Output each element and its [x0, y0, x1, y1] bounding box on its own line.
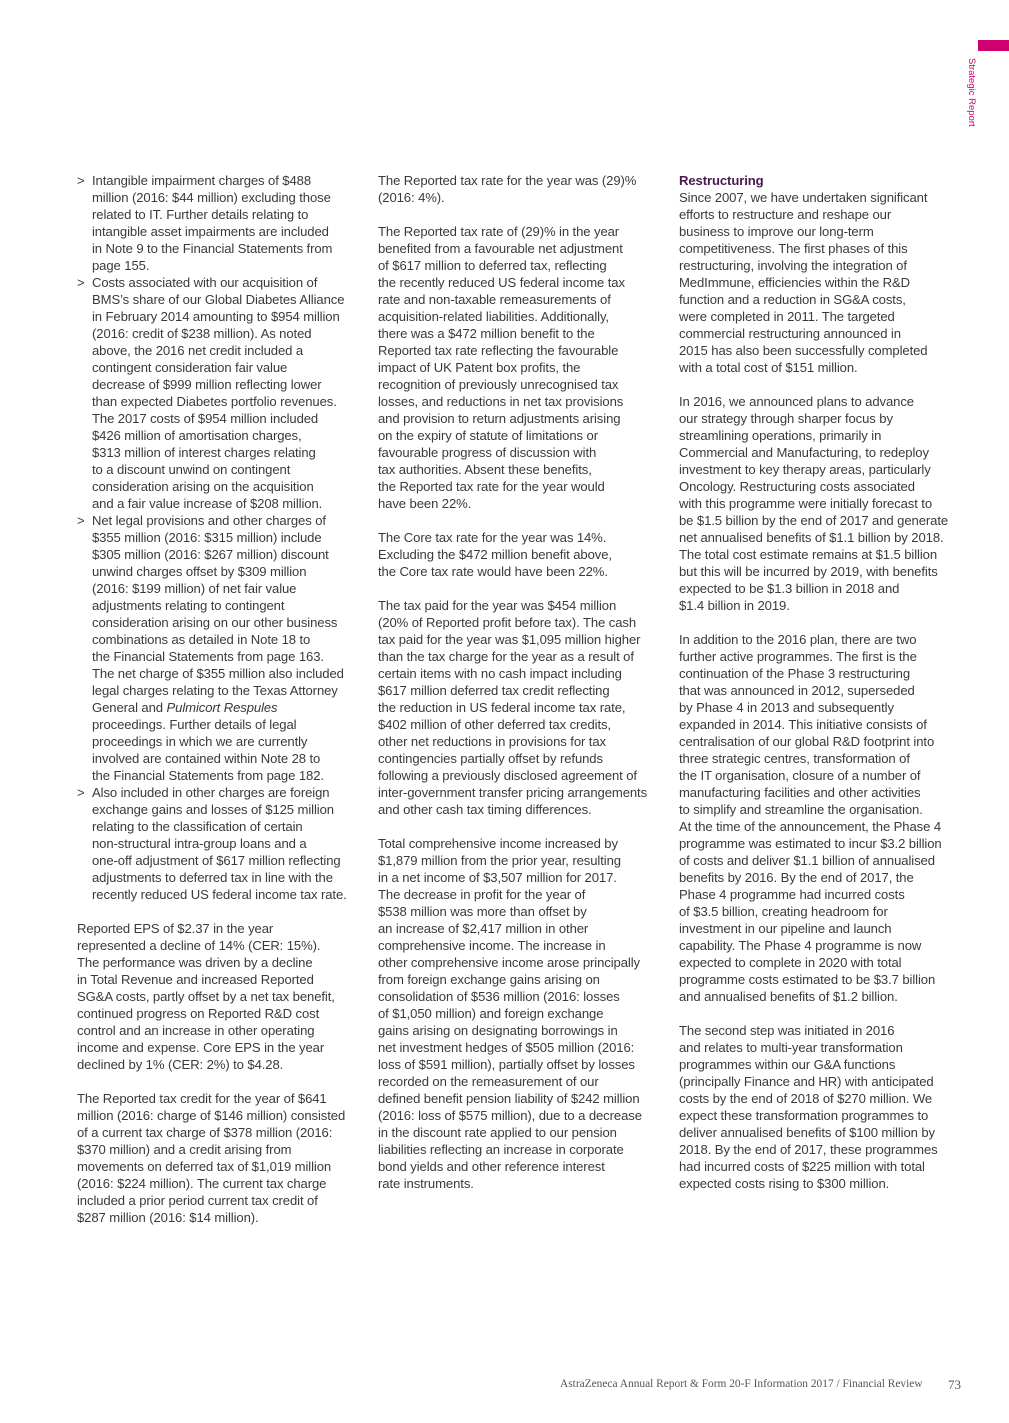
- text-line: movements on deferred tax of $1,019 million: [77, 1159, 332, 1174]
- text-line: business to improve our long-term: [679, 224, 874, 239]
- text-line: and a fair value increase of $208 million.: [92, 496, 323, 511]
- text-line: favourable progress of discussion with: [378, 445, 597, 460]
- text-line: recently reduced US federal income tax rate.: [92, 887, 347, 902]
- text-line: $313 million of interest charges relating: [92, 445, 316, 460]
- text-line: In addition to the 2016 plan, there are two: [679, 632, 917, 647]
- text-line: control and an increase in other operating: [77, 1023, 315, 1038]
- bullet-marker: >: [77, 173, 85, 188]
- paragraph: [679, 631, 965, 1005]
- text-line: capability. The Phase 4 programme is now: [679, 938, 922, 953]
- text-line: in the discount rate applied to our pension: [378, 1125, 617, 1140]
- text-line: benefits by 2016. By the end of 2017, the: [679, 870, 914, 885]
- text-line: (2016: $224 million). The current tax charge: [77, 1176, 327, 1191]
- text-line: of costs and deliver $1.1 billion of annualised: [679, 853, 935, 868]
- text-line: rate instruments.: [378, 1176, 474, 1191]
- text-line: consolidation of $536 million (2016: losses: [378, 989, 620, 1004]
- text-line: The Reported tax rate of (29)% in the year: [378, 224, 620, 239]
- text-line: in Note 9 to the Financial Statements from: [92, 241, 333, 256]
- text-line: an increase of $2,417 million in other: [378, 921, 589, 936]
- text-line: competitiveness. The first phases of this: [679, 241, 908, 256]
- text-line: $1.4 billion in 2019.: [679, 598, 790, 613]
- text-line: Net legal provisions and other charges of: [92, 513, 326, 528]
- restructuring-heading: Restructuring: [679, 173, 764, 188]
- text-line: efforts to restructure and reshape our: [679, 207, 892, 222]
- text-line: and relates to multi-year transformation: [679, 1040, 903, 1055]
- text-line: Total comprehensive income increased by: [378, 836, 618, 851]
- text-line: adjustments to deferred tax in line with the: [92, 870, 333, 885]
- text-line: restructuring, involving the integration of: [679, 258, 907, 273]
- text-line: programme costs estimated to be $3.7 billion: [679, 972, 936, 987]
- text-line: but this will be incurred by 2019, with benefits: [679, 564, 938, 579]
- text-line: million (2016: $44 million) excluding those: [92, 190, 331, 205]
- text-line: $402 million of other deferred tax credits,: [378, 717, 611, 732]
- text-line: comprehensive income. The increase in: [378, 938, 606, 953]
- text-line: relating to the classification of certain: [92, 819, 303, 834]
- column-2: [378, 172, 664, 1209]
- text-line: above, the 2016 net credit included a: [92, 343, 304, 358]
- text-line: Intangible impairment charges of $488: [92, 173, 312, 188]
- text-line: $370 million) and a credit arising from: [77, 1142, 292, 1157]
- text-line: BMS’s share of our Global Diabetes Alliance: [92, 292, 345, 307]
- column-3: [679, 172, 965, 1209]
- text-line: impact of UK Patent box profits, the: [378, 360, 581, 375]
- text-line: Costs associated with our acquisition of: [92, 275, 318, 290]
- text-line: included a prior period current tax credit of: [77, 1193, 318, 1208]
- bullet-marker: >: [77, 275, 85, 290]
- text-line: the Core tax rate would have been 22%.: [378, 564, 608, 579]
- text-line: be $1.5 billion by the end of 2017 and generate: [679, 513, 949, 528]
- text-line: The decrease in profit for the year of: [378, 887, 586, 902]
- text-line: benefited from a favourable net adjustment: [378, 241, 623, 256]
- section-side-label: [966, 58, 989, 138]
- text-line: adjustments relating to contingent: [92, 598, 285, 613]
- text-line: there was a $472 million benefit to the: [378, 326, 595, 341]
- section-tab-marker: [978, 40, 1009, 51]
- text-line: tax paid for the year was $1,095 million higher: [378, 632, 641, 647]
- text-line: by Phase 4 in 2013 and subsequently: [679, 700, 894, 715]
- text-line: further active programmes. The first is the: [679, 649, 917, 664]
- text-line: losses, and reductions in net tax provisions: [378, 394, 624, 409]
- page-number: 73: [948, 1377, 961, 1392]
- column-3-paragraphs: [679, 189, 965, 1192]
- text-line: income and expense. Core EPS in the year: [77, 1040, 325, 1055]
- text-line: intangible asset impairments are included: [92, 224, 329, 239]
- text-line: the recently reduced US federal income tax: [378, 275, 625, 290]
- text-line: the reduction in US federal income tax rate,: [378, 700, 626, 715]
- text-line: acquisition-related liabilities. Additionally,: [378, 309, 609, 324]
- text-line: $617 million deferred tax credit reflecting: [378, 683, 610, 698]
- text-line: (2016: 4%).: [378, 190, 445, 205]
- text-line: the Financial Statements from page 182.: [92, 768, 324, 783]
- text-line: The Core tax rate for the year was 14%.: [378, 530, 607, 545]
- text-line: other comprehensive income arose principally: [378, 955, 640, 970]
- text-line: expected costs rising to $300 million.: [679, 1176, 890, 1191]
- text-line: The performance was driven by a decline: [77, 955, 313, 970]
- text-line: centralisation of our global R&D footprint into: [679, 734, 935, 749]
- text-line: The net charge of $355 million also included: [92, 666, 344, 681]
- text-line: had incurred costs of $225 million with total: [679, 1159, 925, 1174]
- text-line: of a current tax charge of $378 million (2016:: [77, 1125, 333, 1140]
- text-line: (2016: credit of $238 million). As noted: [92, 326, 312, 341]
- text-line: 2018. By the end of 2017, these programmes: [679, 1142, 938, 1157]
- product-name: Pulmicort Respules: [166, 700, 278, 715]
- paragraph: [378, 597, 664, 818]
- text-line: manufacturing facilities and other activities: [679, 785, 921, 800]
- text-line: The Reported tax credit for the year of $641: [77, 1091, 327, 1106]
- text-line: loss of $591 million), partially offset by losses: [378, 1057, 635, 1072]
- column-1-paragraphs: [77, 920, 363, 1226]
- text-line: and other cash tax timing differences.: [378, 802, 592, 817]
- paragraph: [77, 920, 363, 1073]
- text-line: legal charges relating to the Texas Attorney: [92, 683, 338, 698]
- text-line: in a net income of $3,507 million for 2017.: [378, 870, 617, 885]
- text-line: defined benefit pension liability of $242 million: [378, 1091, 640, 1106]
- text-line: recognition of previously unrecognised tax: [378, 377, 619, 392]
- text-line: investment in our pipeline and launch: [679, 921, 892, 936]
- text-line: of $1,050 million) and foreign exchange: [378, 1006, 604, 1021]
- text-line: (2016: $199 million) of net fair value: [92, 581, 297, 596]
- text-line: decrease of $999 million reflecting lower: [92, 377, 322, 392]
- text-line: proceedings in which we are currently: [92, 734, 308, 749]
- paragraph: [77, 1090, 363, 1226]
- text-line: 2015 has also been successfully completed: [679, 343, 928, 358]
- text-line: contingent consideration fair value: [92, 360, 288, 375]
- text-line: SG&A costs, partly offset by a net tax benefit,: [77, 989, 335, 1004]
- text-line: $426 million of amortisation charges,: [92, 428, 302, 443]
- text-line: $287 million (2016: $14 million).: [77, 1210, 259, 1225]
- text-line: MedImmune, efficiencies within the R&D: [679, 275, 911, 290]
- text-line: Excluding the $472 million benefit above,: [378, 547, 612, 562]
- text-line: net investment hedges of $505 million (2016:: [378, 1040, 635, 1055]
- text-line: combinations as detailed in Note 18 to: [92, 632, 311, 647]
- text-line: other net reductions in provisions for tax: [378, 734, 606, 749]
- text-line: page 155.: [92, 258, 150, 273]
- text-line: (2016: loss of $575 million), due to a decrease: [378, 1108, 642, 1123]
- paragraph: [679, 189, 965, 376]
- text-line: and annualised benefits of $1.2 billion.: [679, 989, 898, 1004]
- text-line: declined by 1% (CER: 2%) to $4.28.: [77, 1057, 284, 1072]
- text-line: In 2016, we announced plans to advance: [679, 394, 914, 409]
- bullet-item: [77, 172, 363, 274]
- text-line: commercial restructuring announced in: [679, 326, 901, 341]
- text-line: gains arising on designating borrowings in: [378, 1023, 618, 1038]
- paragraph: [378, 529, 664, 580]
- text-line: Phase 4 programme had incurred costs: [679, 887, 905, 902]
- text-line: (20% of Reported profit before tax). The cash: [378, 615, 637, 630]
- text-line: to simplify and streamline the organisation.: [679, 802, 923, 817]
- text-line: inter-government transfer pricing arrangements: [378, 785, 648, 800]
- text-line: $1,879 million from the prior year, resulting: [378, 853, 621, 868]
- text-line: bond yields and other reference interest: [378, 1159, 605, 1174]
- text-line: rate and non-taxable remeasurements of: [378, 292, 611, 307]
- text-line: the IT organisation, closure of a number of: [679, 768, 921, 783]
- text-line: programmes within our G&A functions: [679, 1057, 896, 1072]
- text-line: recorded on the remeasurement of our: [378, 1074, 599, 1089]
- text-line: in Total Revenue and increased Reported: [77, 972, 314, 987]
- text-line: function and a reduction in SG&A costs,: [679, 292, 906, 307]
- text-line: The Reported tax rate for the year was (29)%: [378, 173, 637, 188]
- text-line: expected to be $1.3 billion in 2018 and: [679, 581, 900, 596]
- text-line: expect these transformation programmes to: [679, 1108, 929, 1123]
- text-line: tax authorities. Absent these benefits,: [378, 462, 592, 477]
- paragraph: [378, 223, 664, 512]
- column-1: [77, 172, 363, 1243]
- text-line: $355 million (2016: $315 million) include: [92, 530, 322, 545]
- text-line: than expected Diabetes portfolio revenues.: [92, 394, 337, 409]
- text-line: The 2017 costs of $954 million included: [92, 411, 319, 426]
- text-line: in February 2014 amounting to $954 million: [92, 309, 340, 324]
- text-line: costs by the end of 2018 of $270 million. We: [679, 1091, 933, 1106]
- text-fragment: General and: [92, 700, 167, 715]
- text-line: streamlining operations, primarily in: [679, 428, 882, 443]
- text-line: than the tax charge for the year as a result of: [378, 649, 634, 664]
- text-line: of $3.5 billion, creating headroom for: [679, 904, 888, 919]
- text-line: The total cost estimate remains at $1.5 billion: [679, 547, 938, 562]
- text-line: from foreign exchange gains arising on: [378, 972, 600, 987]
- text-line: million (2016: charge of $146 million) consisted: [77, 1108, 346, 1123]
- text-line: continued progress on Reported R&D cost: [77, 1006, 320, 1021]
- charges-bullet-list: [77, 172, 363, 903]
- text-line: contingencies partially offset by refunds: [378, 751, 603, 766]
- text-line: investment to key therapy areas, particularly: [679, 462, 931, 477]
- text-line: to a discount unwind on contingent: [92, 462, 291, 477]
- text-line: with a total cost of $151 million.: [679, 360, 858, 375]
- text-line: liabilities reflecting an increase in corporate: [378, 1142, 624, 1157]
- text-line: three strategic centres, transformation of: [679, 751, 910, 766]
- text-line: The tax paid for the year was $454 million: [378, 598, 617, 613]
- text-line: represented a decline of 14% (CER: 15%).: [77, 938, 321, 953]
- text-line: non-structural intra-group loans and a: [92, 836, 307, 851]
- text-line: (principally Finance and HR) with anticipated: [679, 1074, 934, 1089]
- bullet-marker: >: [77, 785, 85, 800]
- text-line: Oncology. Restructuring costs associated: [679, 479, 915, 494]
- text-line: Since 2007, we have undertaken significant: [679, 190, 928, 205]
- paragraph: [679, 1022, 965, 1192]
- text-line: and provision to return adjustments arising: [378, 411, 621, 426]
- text-line: expanded in 2014. This initiative consists of: [679, 717, 927, 732]
- text-line: consideration arising on the acquisition: [92, 479, 314, 494]
- text-line: our strategy through sharper focus by: [679, 411, 893, 426]
- text-line: that was announced in 2012, superseded: [679, 683, 915, 698]
- bullet-item: [77, 784, 363, 903]
- text-line: expected to complete in 2020 with total: [679, 955, 902, 970]
- text-line: with this programme were initially forecast to: [679, 496, 933, 511]
- text-line: have been 22%.: [378, 496, 472, 511]
- text-line: deliver annualised benefits of $100 million by: [679, 1125, 935, 1140]
- text-line: unwind charges offset by $309 million: [92, 564, 307, 579]
- paragraph: [679, 393, 965, 614]
- footer-title: AstraZeneca Annual Report & Form 20-F Information 2017 / Financial Review: [560, 1378, 923, 1390]
- text-line: consideration arising on our other business: [92, 615, 338, 630]
- text-line: Reported EPS of $2.37 in the year: [77, 921, 274, 936]
- text-line: one-off adjustment of $617 million reflecting: [92, 853, 341, 868]
- text-line: the Financial Statements from page 163.: [92, 649, 324, 664]
- text-line: continuation of the Phase 3 restructuring: [679, 666, 911, 681]
- bullet-item: [77, 274, 363, 512]
- text-line: certain items with no cash impact including: [378, 666, 622, 681]
- text-line: At the time of the announcement, the Phase 4: [679, 819, 942, 834]
- bullet-marker: >: [77, 513, 85, 528]
- text-line: The second step was initiated in 2016: [679, 1023, 895, 1038]
- side-label-text: Strategic Report: [966, 58, 977, 127]
- text-line: $305 million (2016: $267 million) discount: [92, 547, 329, 562]
- paragraph: [378, 835, 664, 1192]
- text-line: programme was estimated to incur $3.2 billion: [679, 836, 942, 851]
- text-line: the Reported tax rate for the year would: [378, 479, 605, 494]
- text-line: $538 million was more than offset by: [378, 904, 587, 919]
- bullet-item: [77, 512, 363, 784]
- text-line: [92, 699, 363, 716]
- text-line: Commercial and Manufacturing, to redeploy: [679, 445, 929, 460]
- text-line: proceedings. Further details of legal: [92, 717, 297, 732]
- text-line: following a previously disclosed agreement of: [378, 768, 637, 783]
- text-line: of $617 million to deferred tax, reflecting: [378, 258, 607, 273]
- text-line: exchange gains and losses of $125 million: [92, 802, 334, 817]
- text-line: were completed in 2011. The targeted: [679, 309, 895, 324]
- text-line: on the expiry of statute of limitations or: [378, 428, 598, 443]
- text-line: Also included in other charges are foreign: [92, 785, 330, 800]
- text-line: Reported tax rate reflecting the favourable: [378, 343, 619, 358]
- text-line: involved are contained within Note 28 to: [92, 751, 321, 766]
- text-line: related to IT. Further details relating to: [92, 207, 309, 222]
- text-line: net annualised benefits of $1.1 billion by 2018.: [679, 530, 944, 545]
- page-footer: [560, 1378, 965, 1390]
- paragraph: [378, 172, 664, 206]
